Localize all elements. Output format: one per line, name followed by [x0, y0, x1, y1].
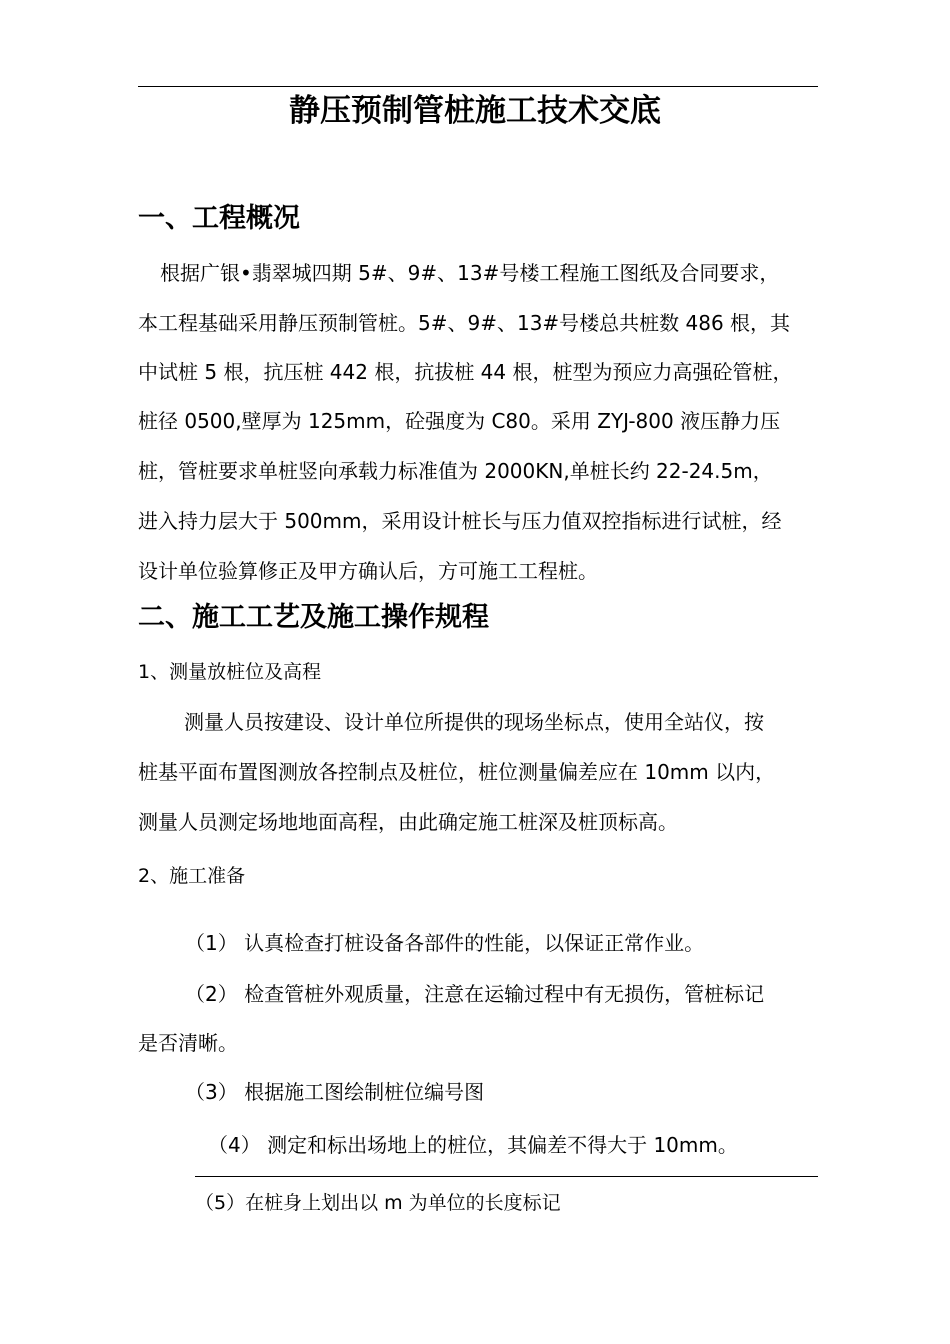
- document-title: 静压预制管桩施工技术交底: [289, 93, 661, 129]
- survey-line-3: 测量人员测定场地地面高程，由此确定施工桩深及桩顶标高。: [138, 810, 678, 834]
- overview-line-4: 桩径 0500,壁厚为 125mm，砼强度为 C80。采用 ZYJ-800 液压静力压: [138, 409, 781, 433]
- subsection-heading-survey: 1、测量放桩位及高程: [138, 661, 322, 683]
- bottom-rule: [195, 1176, 818, 1177]
- top-rule: [138, 86, 818, 87]
- preparation-item-3: （3） 根据施工图绘制桩位编号图: [185, 1080, 485, 1104]
- survey-line-1: 测量人员按建设、设计单位所提供的现场坐标点，使用全站仪，按: [184, 710, 764, 734]
- section-heading-overview: 一、工程概况: [138, 203, 300, 234]
- overview-line-7: 设计单位验算修正及甲方确认后，方可施工工程桩。: [138, 559, 598, 583]
- preparation-item-2: （2） 检查管桩外观质量，注意在运输过程中有无损伤，管桩标记: [185, 982, 765, 1006]
- subsection-heading-preparation: 2、施工准备: [138, 865, 246, 887]
- overview-line-2: 本工程基础采用静压预制管桩。5#、9#、13#号楼总共桩数 486 根，其: [138, 311, 791, 335]
- overview-line-3: 中试桩 5 根，抗压桩 442 根，抗拔桩 44 根，桩型为预应力高强砼管桩，: [138, 360, 793, 384]
- preparation-item-2-cont: 是否清晰。: [138, 1031, 238, 1055]
- overview-line-6: 进入持力层大于 500mm，采用设计桩长与压力值双控指标进行试桩，经: [138, 509, 782, 533]
- overview-line-5: 桩，管桩要求单桩竖向承载力标准值为 2000KN,单桩长约 22-24.5m，: [138, 459, 773, 483]
- section-heading-process: 二、施工工艺及施工操作规程: [138, 602, 489, 633]
- overview-line-1: 根据广银•翡翠城四期 5#、9#、13#号楼工程施工图纸及合同要求，: [160, 261, 780, 285]
- preparation-item-5: （5）在桩身上划出以 m 为单位的长度标记: [195, 1192, 561, 1214]
- preparation-item-1: （1） 认真检查打桩设备各部件的性能，以保证正常作业。: [185, 931, 705, 955]
- preparation-item-4: （4） 测定和标出场地上的桩位，其偏差不得大于 10mm。: [208, 1133, 738, 1157]
- survey-line-2: 桩基平面布置图测放各控制点及桩位，桩位测量偏差应在 10mm 以内，: [138, 760, 776, 784]
